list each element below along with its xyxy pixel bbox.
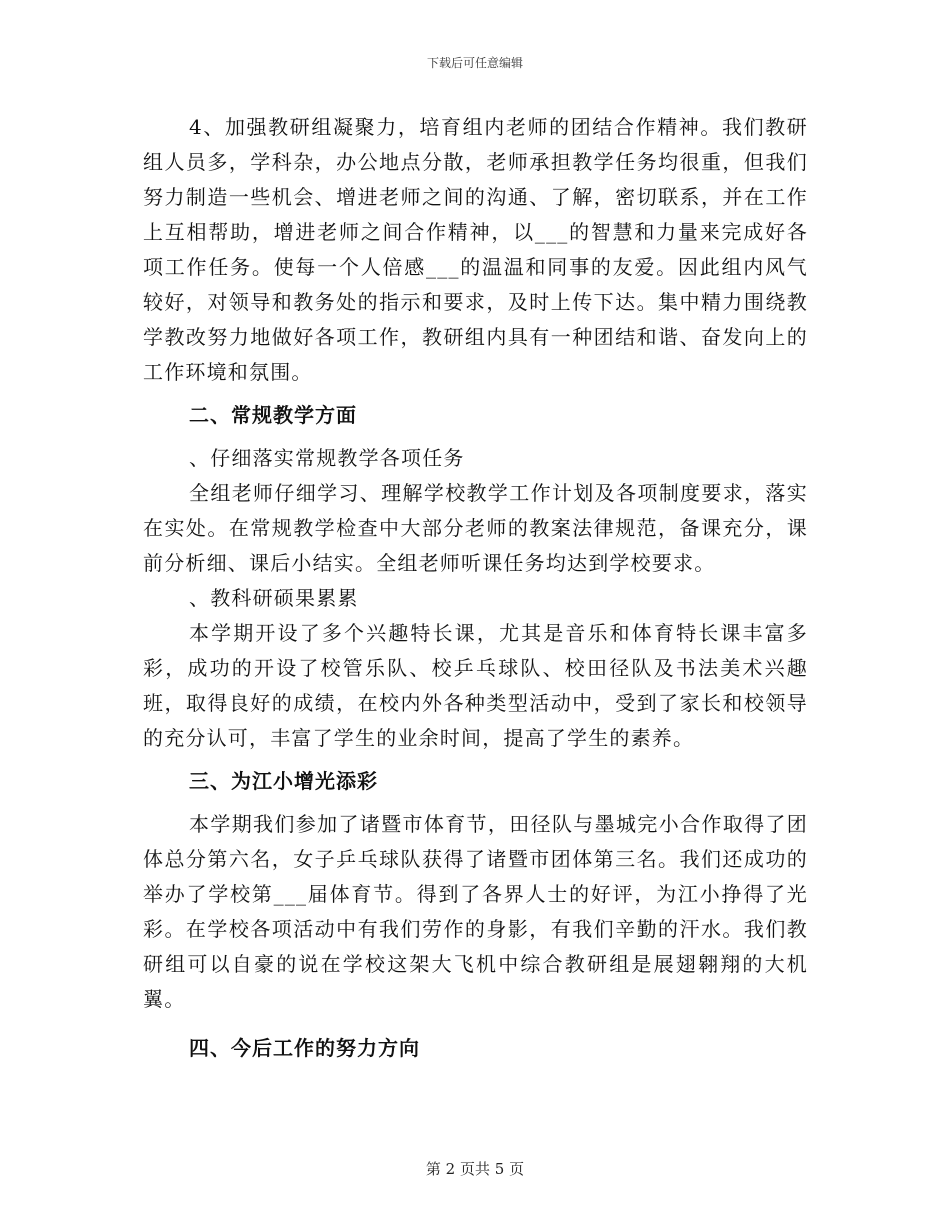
document-body [143, 110, 808, 1066]
spacer [143, 433, 808, 441]
spacer [143, 799, 808, 807]
spacer [143, 390, 808, 398]
paragraph-cohesion: 4、加强教研组凝聚力，培育组内老师的团结合作精神。我们教研组人员多，学科杂，办公地点分散，老师承担教学任务均很重，但我们努力制造一些机会、增进老师之间的沟通、了解，密切联系，并在工作上互相帮助，增进老师之间合作精神，以___的智慧和力量来完成好各项工作任务。使每一个人倍感___的温温和同事的友爱。因此组内风气较好，对领导和教务处的指示和要求，及时上传下达。集中精力围绕教学教改努力地做好各项工作，教研组内具有一种团结和谐、奋发向上的工作环境和氛围。 [143, 115, 808, 384]
paragraph-routine-tasks: 全组老师仔细学习、理解学校教学工作计划及各项制度要求，落实在实处。在常规教学检查中大部分老师的教案法律规范，备课充分，课前分析细、课后小结实。全组老师听课任务均达到学校要求。 [143, 481, 808, 575]
paragraph-research-results: 本学期开设了多个兴趣特长课，尤其是音乐和体育特长课丰富多彩，成功的开设了校管乐队、校乒乓球队、校田径队及书法美术兴趣班，取得良好的成绩，在校内外各种类型活动中，受到了家长和校领导的充分认可，丰富了学生的业余时间，提高了学生的素养。 [143, 621, 808, 750]
spacer [143, 756, 808, 764]
subheading-routine-tasks: 、仔细落实常规教学各项任务 [189, 446, 465, 470]
page-number-footer: 第 2 页共 5 页 [425, 1160, 525, 1178]
section-heading-future-direction: 四、今后工作的努力方向 [189, 1036, 420, 1060]
spacer [143, 1017, 808, 1031]
section-heading-routine-teaching: 二、常规教学方面 [189, 403, 357, 427]
page-header-note: 下载后可任意编辑 [426, 56, 523, 70]
subheading-research-results: 、教科研硕果累累 [189, 586, 359, 610]
paragraph-honors: 本学期我们参加了诸暨市体育节，田径队与墨城完小合作取得了团体总分第六名，女子乒乓球队获得了诸暨市团体第三名。我们还成功的举办了学校第___届体育节。得到了各界人士的好评，为江小挣得了光彩。在学校各项活动中有我们劳作的身影，有我们辛勤的汗水。我们教研组可以自豪的说在学校这架大飞机中综合教研组是展翅翱翔的大机翼。 [143, 812, 808, 1011]
section-heading-honors: 三、为江小增光添彩 [189, 769, 378, 793]
